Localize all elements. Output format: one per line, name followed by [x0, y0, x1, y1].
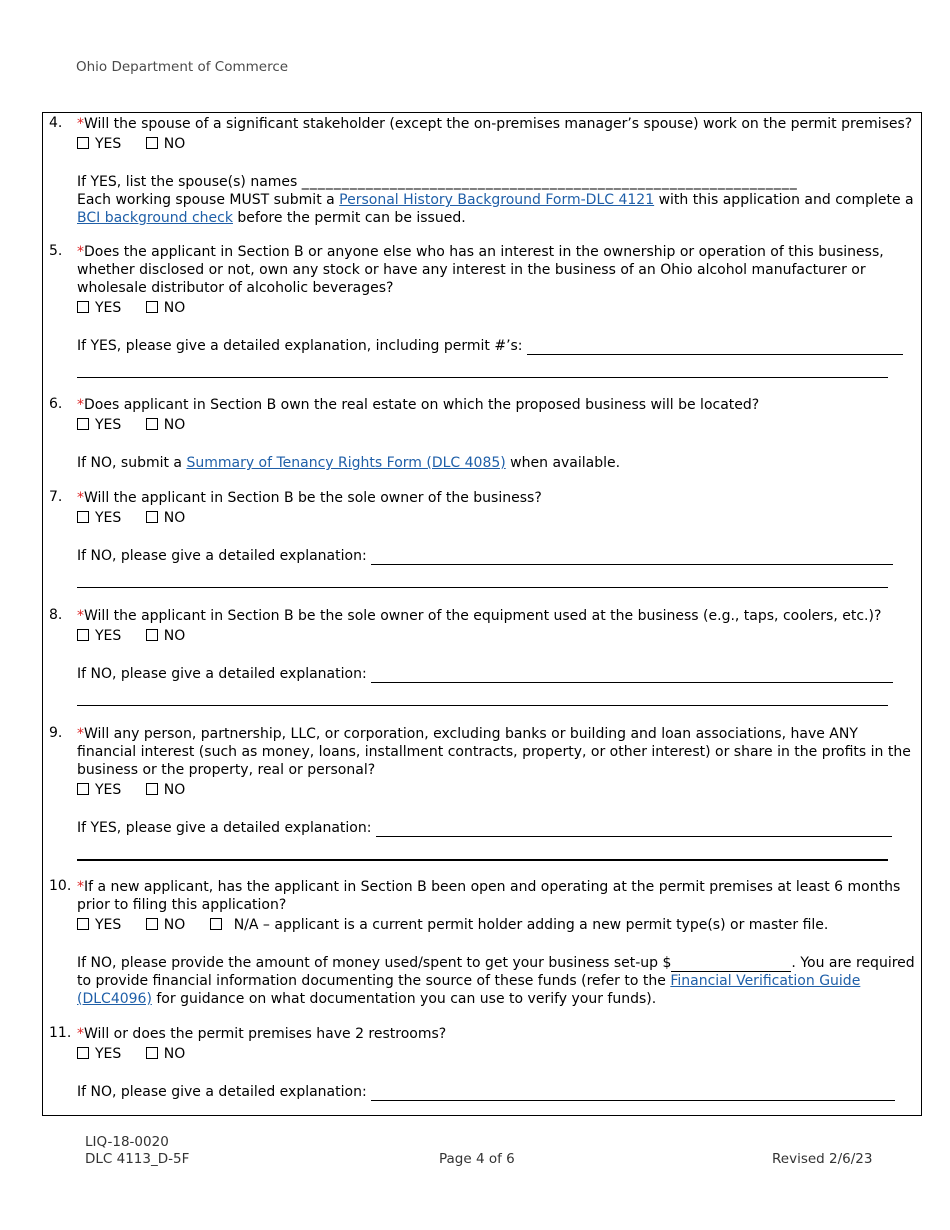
checkbox-icon — [77, 918, 89, 930]
checkbox-icon — [146, 137, 158, 149]
instruction-text: Each working spouse MUST submit a Personal History Background Form-DLC 4121 with this application and complete a BCI background check before the permit can be issued. — [77, 192, 914, 226]
form-code: LIQ-18-0020 — [85, 1134, 169, 1150]
field-label: If YES, list the spouse(s) names — [77, 174, 298, 190]
question-number: 6. — [49, 396, 63, 412]
no-checkbox[interactable]: NO — [146, 299, 186, 317]
instruction-text: If NO, please provide the amount of money used/spent to get your business set-up $ . You are required to provide financial information documenting the source of these funds (refer to the Financial Verification Guide (DLC4096) for guidance on what documentation you can use to verify your funds). — [77, 955, 915, 1007]
explanation-field[interactable] — [376, 820, 892, 837]
checkbox-icon — [146, 418, 158, 430]
checkbox-icon — [77, 1047, 89, 1059]
explanation-field[interactable] — [371, 1084, 895, 1101]
form-number: DLC 4113_D-5F — [85, 1151, 190, 1167]
question-number: 5. — [49, 243, 63, 259]
financial-verification-guide-link[interactable]: Financial Verification Guide (DLC4096) — [77, 973, 861, 1007]
explanation-field-line-2[interactable] — [77, 565, 888, 588]
no-checkbox[interactable]: NO — [146, 781, 186, 799]
question-text: *Will the applicant in Section B be the sole owner of the equipment used at the business (e.g., taps, coolers, etc.)? — [77, 608, 882, 624]
yes-checkbox[interactable]: YES — [77, 416, 121, 434]
question-text: *Will the spouse of a significant stakeholder (except the on-premises manager’s spouse) work on the permit premises? — [77, 116, 913, 132]
no-checkbox[interactable]: NO — [146, 916, 186, 934]
required-star: * — [77, 244, 84, 260]
question-number: 4. — [49, 115, 63, 131]
na-checkbox[interactable]: N/A – applicant is a current permit holder adding a new permit type(s) or master file. — [210, 916, 829, 934]
required-star: * — [77, 1026, 84, 1042]
no-checkbox[interactable]: NO — [146, 135, 186, 153]
yes-checkbox[interactable]: YES — [77, 135, 121, 153]
field-label: If YES, please give a detailed explanation: — [77, 820, 372, 836]
yes-checkbox[interactable]: YES — [77, 1045, 121, 1063]
required-star: * — [77, 726, 84, 742]
required-star: * — [77, 490, 84, 506]
checkbox-icon — [210, 918, 222, 930]
field-label: If YES, please give a detailed explanation, including permit #’s: — [77, 338, 523, 354]
spouse-names-field[interactable]: ______________________________________________________________ — [301, 174, 798, 190]
explanation-field-line-2[interactable] — [77, 355, 888, 378]
required-star: * — [77, 397, 84, 413]
checkbox-icon — [146, 629, 158, 641]
bci-background-check-link[interactable]: BCI background check — [77, 210, 233, 226]
question-text: *Will the applicant in Section B be the sole owner of the business? — [77, 490, 542, 506]
question-number: 11. — [49, 1025, 72, 1041]
yes-checkbox[interactable]: YES — [77, 781, 121, 799]
no-checkbox[interactable]: NO — [146, 1045, 186, 1063]
explanation-field[interactable] — [527, 338, 903, 355]
field-label: If NO, please give a detailed explanation: — [77, 1084, 367, 1100]
field-label: If NO, please give a detailed explanation: — [77, 548, 367, 564]
question-number: 10. — [49, 878, 72, 894]
revision-date: Revised 2/6/23 — [772, 1151, 873, 1167]
checkbox-icon — [77, 629, 89, 641]
explanation-field[interactable] — [371, 548, 893, 565]
question-text: *Will or does the permit premises have 2 restrooms? — [77, 1026, 447, 1042]
question-text: *Does the applicant in Section B or anyone else who has an interest in the ownership or operation of this business, whether disclosed or not, own any stock or have any interest in the business of an Ohio alcohol manufacturer or wholesale distributor of alcoholic beverages? — [77, 244, 884, 296]
footer-codes — [85, 1134, 189, 1168]
field-label: If NO, please give a detailed explanation: — [77, 666, 367, 682]
required-star: * — [77, 608, 84, 624]
no-checkbox[interactable]: NO — [146, 416, 186, 434]
no-checkbox[interactable]: NO — [146, 509, 186, 527]
yes-checkbox[interactable]: YES — [77, 916, 121, 934]
explanation-field[interactable] — [371, 666, 893, 683]
checkbox-icon — [77, 418, 89, 430]
question-number: 8. — [49, 607, 63, 623]
page-header-org: Ohio Department of Commerce — [76, 59, 289, 75]
required-star: * — [77, 879, 84, 895]
question-text: *Will any person, partnership, LLC, or corporation, excluding banks or building and loan associations, have ANY financial interest (such as money, loans, installment contracts, property, or other interest) or share in the profits in the business or the property, real or personal? — [77, 726, 911, 778]
tenancy-rights-form-link[interactable]: Summary of Tenancy Rights Form (DLC 4085) — [186, 455, 506, 471]
yes-checkbox[interactable]: YES — [77, 509, 121, 527]
checkbox-icon — [146, 918, 158, 930]
checkbox-icon — [146, 511, 158, 523]
checkbox-icon — [146, 1047, 158, 1059]
checkbox-icon — [77, 137, 89, 149]
explanation-field-line-2[interactable] — [77, 683, 888, 706]
page-number: Page 4 of 6 — [439, 1151, 515, 1167]
yes-checkbox[interactable]: YES — [77, 299, 121, 317]
yes-checkbox[interactable]: YES — [77, 627, 121, 645]
checkbox-icon — [146, 783, 158, 795]
question-number: 9. — [49, 725, 63, 741]
checkbox-icon — [146, 301, 158, 313]
instruction-text: If NO, submit a Summary of Tenancy Rights Form (DLC 4085) when available. — [77, 455, 621, 471]
required-star: * — [77, 116, 84, 132]
question-text: *Does applicant in Section B own the real estate on which the proposed business will be located? — [77, 397, 760, 413]
checkbox-icon — [77, 783, 89, 795]
question-number: 7. — [49, 489, 63, 505]
explanation-field-line-2[interactable] — [77, 837, 888, 861]
checkbox-icon — [77, 301, 89, 313]
checkbox-icon — [77, 511, 89, 523]
questions-frame — [42, 112, 922, 1116]
setup-amount-field[interactable] — [671, 955, 791, 972]
question-text: *If a new applicant, has the applicant in Section B been open and operating at the permit premises at least 6 months prior to filing this application? — [77, 879, 901, 913]
personal-history-form-link[interactable]: Personal History Background Form-DLC 4121 — [339, 192, 655, 208]
no-checkbox[interactable]: NO — [146, 627, 186, 645]
